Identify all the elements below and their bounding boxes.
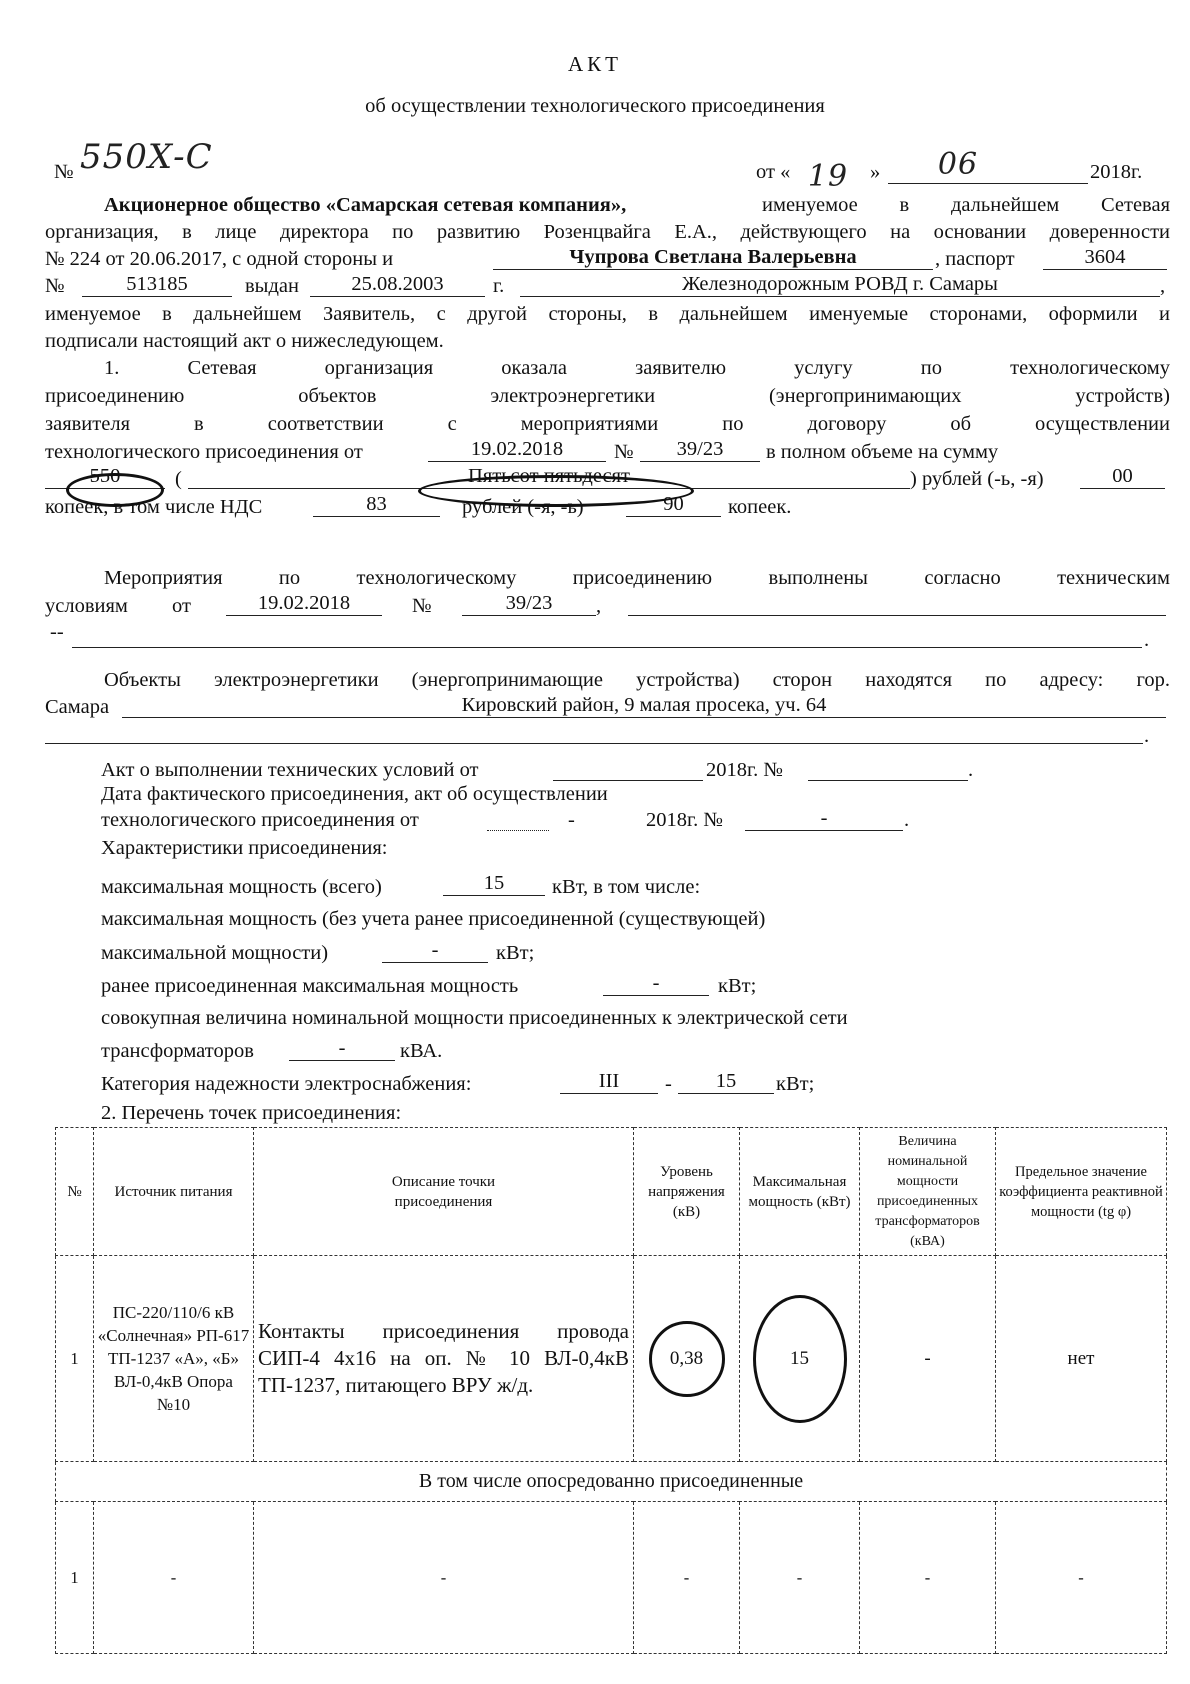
transf-value: - [289, 1037, 395, 1061]
row1-max-power: 15 [740, 1256, 860, 1462]
indirect-label: В том числе опосредованно присоединенные [56, 1462, 1167, 1502]
category-value: III [560, 1070, 658, 1094]
prev-label: ранее присоединенная максимальная мощность [101, 975, 519, 997]
indirect-row [56, 1462, 1167, 1502]
p1-line4-post: в полном объеме на сумму [766, 441, 999, 463]
address-line1: Объекты электроэнергетики (энергопринимающие устройства) сторон находятся по адресу: гор. [104, 669, 1170, 691]
characteristics-label: Характеристики присоединения: [101, 837, 388, 859]
header-max-power: Максимальная мощность (кВт) [740, 1128, 860, 1256]
address-city: Самара [45, 696, 110, 718]
kop-value: 00 [1080, 465, 1165, 489]
tu-comma: , [596, 595, 602, 617]
passport-series: 3604 [1043, 246, 1167, 270]
sum-number: 550 [45, 465, 165, 489]
max-excl-unit: кВт; [496, 942, 535, 964]
date-mid: » [870, 161, 881, 183]
transf-label-1: совокупная величина номинальной мощности присоединенных к электрической сети [101, 1007, 848, 1029]
measures-line3 [72, 624, 1142, 648]
rub-label: ) рублей (-ь, -я) [910, 468, 1044, 490]
vat-kop: 90 [626, 493, 721, 517]
table-header-row [56, 1128, 1167, 1256]
row2-voltage: - [634, 1502, 740, 1654]
issued-label: выдан [245, 275, 299, 297]
paren-open: ( [175, 468, 182, 490]
fact-date [487, 807, 549, 831]
category-label: Категория надежности электроснабжения: [101, 1073, 472, 1095]
row2-transformer: - [860, 1502, 996, 1654]
tu-date: 19.02.2018 [226, 592, 382, 616]
fact-year: 2018г. № [646, 809, 723, 831]
measures-period: . [1144, 629, 1150, 651]
company-name: Акционерное общество «Самарская сетевая компания», [104, 194, 627, 216]
fact-period: . [904, 809, 910, 831]
max-excl-label-1: максимальная мощность (без учета ранее присоединенной (существующей) [101, 908, 766, 930]
tu-extra [628, 592, 1166, 616]
max-total-value: 15 [443, 872, 545, 896]
transf-label-2: трансформаторов [101, 1040, 254, 1062]
address-period: . [1144, 725, 1150, 747]
category-dash: - [665, 1073, 672, 1095]
issued-date: 25.08.2003 [310, 273, 485, 297]
row2-tg: - [996, 1502, 1167, 1654]
row1-description: Контакты присоединения провода СИП-4 4х16 на оп. № 10 ВЛ-0,4кВ ТП-1237, питающего ВРУ ж/д. [254, 1256, 634, 1462]
max-total-label: максимальная мощность (всего) [101, 876, 382, 898]
header-tg: Предельное значение коэффициента реактивной мощности (tg φ) [996, 1128, 1167, 1256]
prev-unit: кВт; [718, 975, 757, 997]
row2-num: 1 [56, 1502, 94, 1654]
applicant-name: Чупрова Светлана Валерьевна [493, 246, 933, 270]
header-source: Источник питания [94, 1128, 254, 1256]
measures-dashes: -- [50, 621, 64, 643]
act-tu-date [553, 757, 703, 781]
document-title: АКТ [568, 52, 622, 76]
date-year: 2018г. [1090, 161, 1143, 183]
issued-by: Железнодорожным РОВД г. Самары [520, 273, 1160, 297]
row2-description: - [254, 1502, 634, 1654]
table-row [56, 1502, 1167, 1654]
intro-line1-rest: именуемое в дальнейшем Сетевая [762, 194, 1170, 216]
p1-line1: 1. Сетевая организация оказала заявителю услугу по технологическому [104, 357, 1170, 379]
row2-max-power: - [740, 1502, 860, 1654]
act-number: 550Х-С [80, 137, 213, 177]
prev-value: - [603, 972, 709, 996]
act-tu-year: 2018г. № [706, 759, 783, 781]
connection-points-table [55, 1127, 1167, 1654]
transf-unit: кВА. [400, 1040, 443, 1062]
date-day: 19 [807, 159, 849, 194]
p1-line3: заявителя в соответствии с мероприятиями по договору об осуществлении [45, 413, 1170, 435]
intro-line2: организация, в лице директора по развитию Розенцвайга Е.А., действующего на основании доверенности [45, 221, 1170, 243]
p1-line4: технологического присоединения от [45, 441, 363, 463]
fact-dash: - [568, 809, 575, 831]
vat-kop-label: копеек. [728, 496, 792, 518]
tu-no: 39/23 [462, 592, 596, 616]
conditions-label: условиям [45, 595, 128, 617]
category-unit: кВт; [776, 1073, 815, 1095]
act-tu-label: Акт о выполнении технических условий от [101, 759, 479, 781]
max-excl-label-2: максимальной мощности) [101, 942, 329, 964]
row1-tg: нет [996, 1256, 1167, 1462]
issued-comma: , [1160, 275, 1166, 297]
intro-line6: подписали настоящий акт о нижеследующем. [45, 330, 444, 352]
vat-rub-label: рублей (-я, -ь) [462, 496, 584, 518]
date-prefix: от « [756, 161, 791, 183]
contract-no: 39/23 [640, 438, 760, 462]
header-transformer: Величина номинальной мощности присоединенных трансформаторов (кВА) [860, 1128, 996, 1256]
address-line3 [45, 720, 1143, 744]
fact-label-2: технологического присоединения от [101, 809, 419, 831]
row1-voltage: 0,38 [634, 1256, 740, 1462]
category-kw: 15 [678, 1070, 774, 1094]
table-row [56, 1256, 1167, 1462]
contract-date: 19.02.2018 [428, 438, 606, 462]
act-tu-period: . [968, 759, 974, 781]
row1-source: ПС-220/110/6 кВ «Солнечная» РП-617 ТП-1237 «А», «Б» ВЛ-0,4кВ Опора №10 [94, 1256, 254, 1462]
act-tu-no [808, 757, 968, 781]
points-label: 2. Перечень точек присоединения: [101, 1102, 402, 1124]
issued-g-label: г. [493, 275, 505, 297]
act-number-prefix: № [54, 161, 74, 183]
header-voltage: Уровень напряжения (кВ) [634, 1128, 740, 1256]
kop-label: копеек, в том числе НДС [45, 496, 263, 518]
header-description: Описание точки присоединения [254, 1128, 634, 1256]
p1-line2: присоединению объектов электроэнергетики (энергопринимающих устройств) [45, 385, 1170, 407]
passport-no-label: № [45, 275, 65, 297]
sum-words: Пятьсот пятьдесят [188, 465, 910, 489]
measures-line1: Мероприятия по технологическому присоединению выполнены согласно техническим [104, 567, 1170, 589]
row2-source: - [94, 1502, 254, 1654]
fact-no: - [745, 807, 903, 831]
row1-num: 1 [56, 1256, 94, 1462]
intro-line3: № 224 от 20.06.2017, с одной стороны и [45, 248, 394, 270]
fact-label-1: Дата фактического присоединения, акт об осуществлении [101, 783, 608, 805]
passport-label: , паспорт [935, 248, 1015, 270]
intro-line5: именуемое в дальнейшем Заявитель, с другой стороны, в дальнейшем именуемые сторонами, оформили и [45, 303, 1170, 325]
date-month: 06 [888, 160, 1088, 184]
header-num: № [56, 1128, 94, 1256]
contract-no-label: № [614, 441, 634, 463]
address-value: Кировский район, 9 малая просека, уч. 64 [122, 694, 1166, 718]
conditions-from-label: от [172, 595, 191, 617]
passport-no: 513185 [82, 273, 232, 297]
row1-transformer: - [860, 1256, 996, 1462]
tu-no-label: № [412, 595, 432, 617]
max-total-unit: кВт, в том числе: [552, 876, 701, 898]
max-excl-value: - [382, 939, 488, 963]
document-subtitle: об осуществлении технологического присоединения [365, 95, 825, 117]
vat-rub: 83 [313, 493, 440, 517]
